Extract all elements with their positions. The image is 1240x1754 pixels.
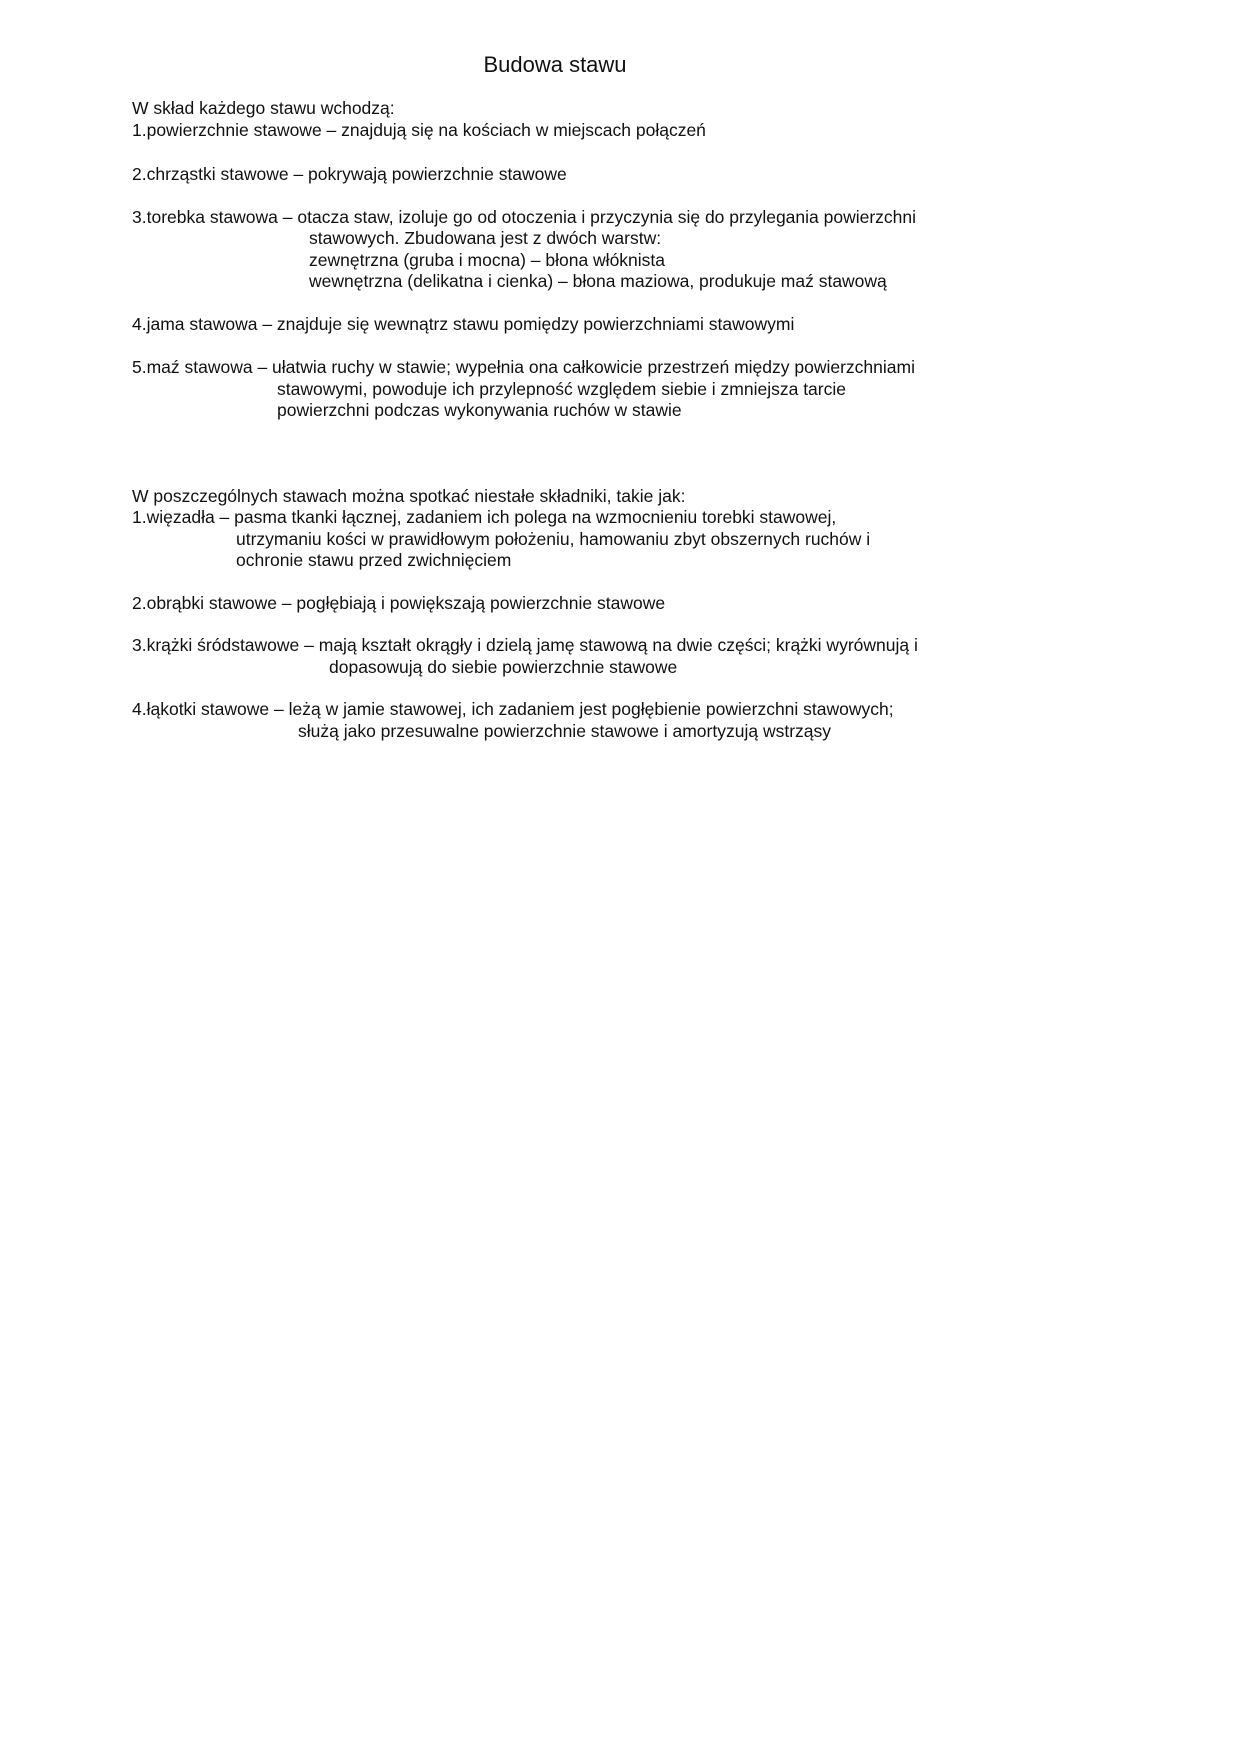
list-item-continuation: powierzchni podczas wykonywania ruchów w stawie [277,400,682,420]
list-item-continuation: utrzymaniu kości w prawidłowym położeniu, hamowaniu zbyt obszernych ruchów i [236,529,871,549]
list-item-text: 2.obrąbki stawowe – pogłębiają i powiększają powierzchnie stawowe [132,593,666,613]
list-item-continuation: stawowymi, powoduje ich przylepność względem siebie i zmniejsza tarcie [277,379,846,399]
section-intro: W skład każdego stawu wchodzą: [132,98,395,118]
list-item-text: 1.więzadła – pasma tkanki łącznej, zadaniem ich polega na wzmocnieniu torebki stawowej, [132,507,837,527]
list-item-text: 4.jama stawowa – znajduje się wewnątrz stawu pomiędzy powierzchniami stawowymi [132,314,795,334]
list-item-continuation: stawowych. Zbudowana jest z dwóch warstw: [309,228,662,248]
section-intro: W poszczególnych stawach można spotkać niestałe składniki, takie jak: [132,486,686,506]
document-title: Budowa stawu [483,52,627,77]
list-item-text: 5.maź stawowa – ułatwia ruchy w stawie; wypełnia ona całkowicie przestrzeń między powierzchniami [132,357,915,377]
list-item-continuation: służą jako przesuwalne powierzchnie stawowe i amortyzują wstrząsy [298,721,831,741]
list-item-text: 3.torebka stawowa – otacza staw, izoluje go od otoczenia i przyczynia się do przylegania powierzchni [132,207,917,227]
list-item-text: 4.łąkotki stawowe – leżą w jamie stawowej, ich zadaniem jest pogłębienie powierzchni stawowych; [132,699,894,719]
list-item-continuation: zewnętrzna (gruba i mocna) – błona włóknista [309,250,666,270]
list-item-text: 2.chrząstki stawowe – pokrywają powierzchnie stawowe [132,164,567,184]
list-item-text: 3.krążki śródstawowe – mają kształt okrągły i dzielą jamę stawową na dwie części; krążki wyrównują i [132,635,918,655]
list-item-text: 1.powierzchnie stawowe – znajdują się na kościach w miejscach połączeń [132,120,706,140]
list-item-continuation: ochronie stawu przed zwichnięciem [236,550,512,570]
list-item-continuation: wewnętrzna (delikatna i cienka) – błona maziowa, produkuje maź stawową [309,271,887,291]
list-item-continuation: dopasowują do siebie powierzchnie stawowe [329,657,678,677]
